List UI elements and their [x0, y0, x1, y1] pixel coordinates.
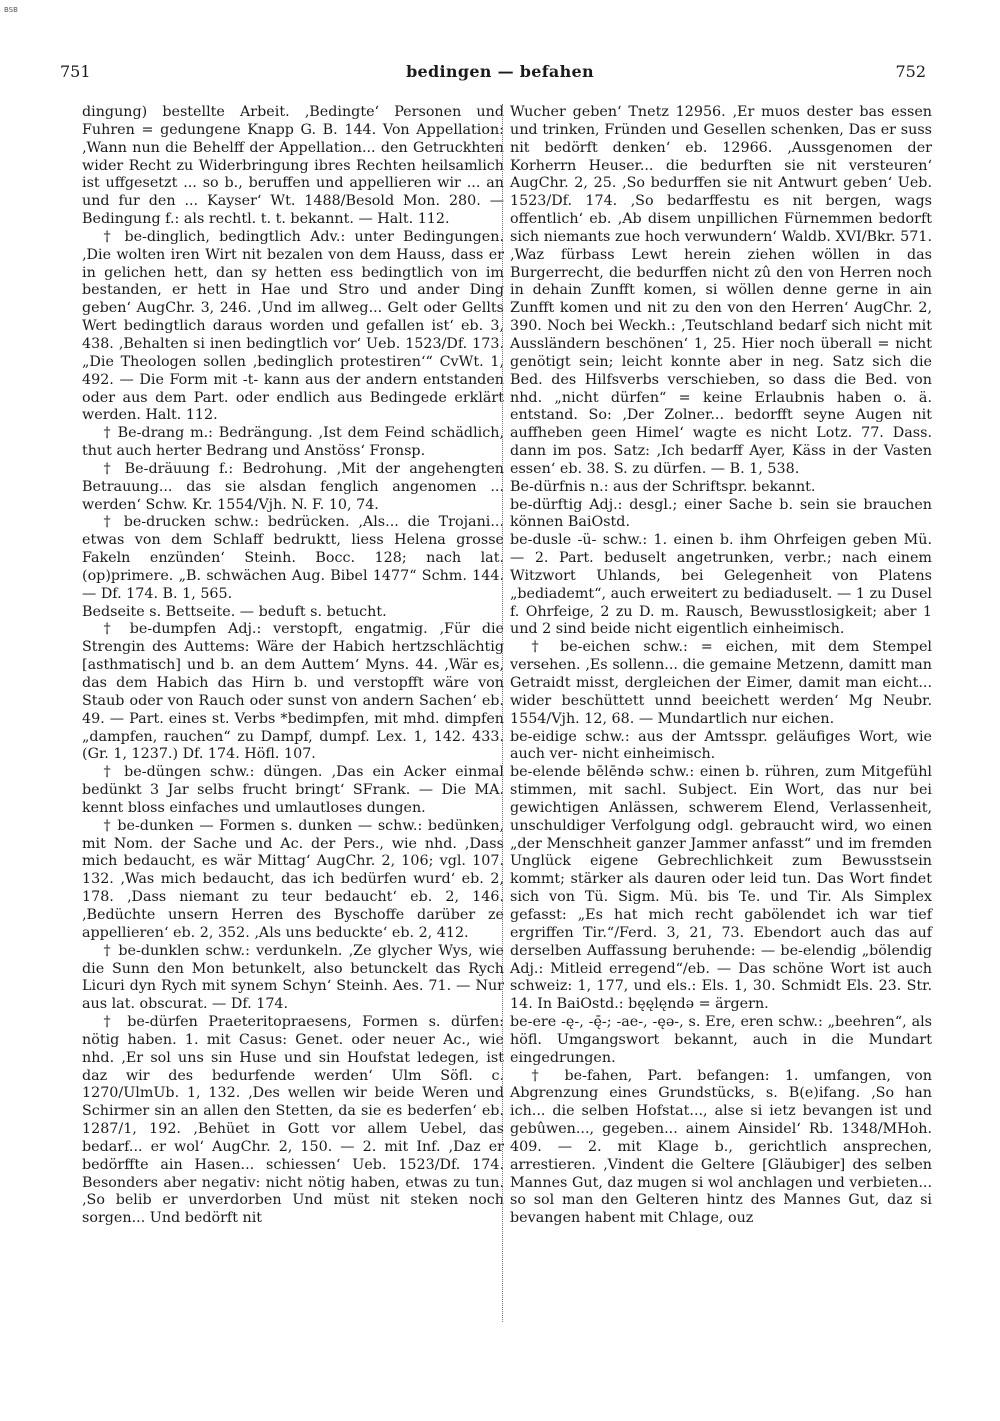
entry-paragraph: † be-drucken schw.: bedrücken. ‚Als... die Trojani... etwas von dem Schlaff bedruktt, liess Helena grosse Fakeln enzünden‘ Steinh. Bocc. 128; nach lat. (op)primere. „B. schwächen Aug. Bibel 1477“ Schm. 144. — Df. 174. B. 1, 565. — [82, 514, 504, 602]
entry-paragraph: be-dürftig Adj.: desgl.; einer Sache b. sein sie brauchen können BaiOstd. — [510, 496, 932, 531]
entry-paragraph: † be-dunklen schw.: verdunkeln. ‚Ze glycher Wys, wie die Sunn den Mon betunkelt, also betunckelt das Rych Licuri dyn Rych mit synem Schyn‘ Steinh. Aes. 71. — Nur aus lat. obscurat. — Df. 174. — [82, 942, 504, 1013]
entry-paragraph: † be-fahen, Part. befangen: 1. umfangen, von Abgrenzung eines Grundstücks, s. B(e)ifang. ‚So han ich... die selben Hofstat..., alse si ietz bevangen ist und gebûwen..., gegeben... ainem Ainsidel‘ Rb. 1348/MHoh. 409. — 2. mit Klage b., gerichtlich ansprechen, arrestieren. ‚Vindent die Geltere [Gläubiger] des selben Mannes Gut, daz mugen si wol anchlagen und verbieten... so sol man den Gelteren hintz des Mannes Gut, daz si bevangen habent mit Chlage, ouz — [510, 1067, 932, 1227]
entry-paragraph: be-elende bēlēndə schw.: einen b. rühren, zum Mitgefühl stimmen, mit sachl. Subject. Ein Wort, das nur bei gewichtigen Anlässen, schwerem Elend, Verlassenheit, unschuldiger Verfolgung odgl. gebraucht wird, wo einen „der Menschheit ganzer Jammer anfasst“ und im fremden Unglück eigene Gebrechlichkeit zum Bewusstsein kommt; stärker als dauren oder leid tun. Das Wort findet sich von Tü. Sigm. Mü. bis Te. und Tir. Als Simplex gefasst: „Es hat mich recht gabölendet ich war tief ergriffen Tir.“/Ferd. 3, 21, 73. Ebendort auch das auf derselben Auffassung beruhende: — be-elendig „bölendig Adj.: Mitleid erregend“/eb. — Das schöne Wort ist auch schweiz: 1, 177, und els.: Els. 1, 30. Schmidt Els. 23. Str. 14. In BaiOstd.: bęęlęndə = ärgern. — [510, 764, 932, 1013]
entry-paragraph: Wucher geben‘ Tnetz 12956. ‚Er muos dester bas essen und trinken, Fründen und Gesellen schenken, Das er suss nit bedörft denken‘ eb. 12966. ‚Aussgenomen der Korherrn Heuser... die bedurften sie nit versteuren‘ AugChr. 2, 25. ‚So bedurffen sie nit Antwurt geben‘ Ueb. 1523/Df. 174. ‚So bedarffestu es nit bergen, wags offentlich‘ eb. ‚Ab disem unpillichen Fürnemmen bedorft sich niemants zue hoch verwundern‘ Waldb. XVI/Bkr. 571. ‚Waz fürbass Lewt herein ziehen wöllen in das Burgerrecht, die bedurffen nicht zû den von Herren noch in dehain Zunfft komen, si wöllen denne gerne in ain Zunfft komen und nit zu den von den Herren‘ AugChr. 2, 390. Noch bei Weckh.: ‚Teutschland bedarf sich nicht mit Aussländern beschönen‘ 1, 25. Hier noch überall = nicht genötigt sein; leicht konnte aber in neg. Satz sich die Bed. des Hilfsverbs verschieben, so dass die Bed. von nhd. „nicht dürfen“ = keine Erlaubnis haben o. ä. entstand. So: ‚Der Zolner... bedorfft seyne Augen nit auffheben geen Himel‘ wagte es nicht Lotz. 77. Dass. dann im pos. Satz: ‚Ich bedarff Ayer, Käss in der Vasten essen‘ eb. 38. S. zu dürfen. — B. 1, 538. — [510, 104, 932, 477]
entry-paragraph: dingung) bestellte Arbeit. ‚Bedingte‘ Personen und Fuhren = gedungene Knapp G. B. 144. Von Appellation: ‚Wann nun die Behelff der Appellation... den Getruckhten wider Recht zu Widerbringung ibres Rechten heilsamlich ist uffgesetzt ... so b., beruffen und appellieren wir ... an und fur den ... Kayser‘ Wt. 1488/Besold Mon. 280. — Bedingung f.: als rechtl. t. t. bekannt. — Halt. 112. — [82, 104, 504, 228]
entry-paragraph: † be-eichen schw.: = eichen, mit dem Stempel versehen. ‚Es sollenn... die gemaine Metzenn, damitt man Getraidt misst, dergleichen der Eimer, damit man eicht... wider beschüttett unnd beeichett werden‘ Mg Neubr. 1554/Vjh. 12, 68. — Mundartlich nur eichen. — [510, 639, 932, 727]
entry-paragraph: be-dusle -ü- schw.: 1. einen b. ihm Ohrfeigen geben Mü. — 2. Part. beduselt angetrunken, verbr.; nach einem Witzwort Uhlands, bei Gelegenheit von Platens „bediademt“, auch erweitert zu bediaduselt. — 1 zu Dusel f. Ohrfeige, 2 zu D. m. Rausch, Bewusstlosigkeit; aber 1 und 2 sind beide nicht eigentlich einheimisch. — [510, 532, 932, 638]
entry-paragraph: Bedseite s. Bettseite. — beduft s. betucht. — [82, 603, 387, 620]
entry-paragraph: † be-düngen schw.: düngen. ‚Das ein Acker einmal bedünkt 3 Jar selbs frucht bringt‘ SFrank. — Die MA. kennt bloss einfaches und umlautloses dungen. — [82, 764, 504, 816]
entry-paragraph: † be-dürfen Praeteritopraesens, Formen s. dürfen: nötig haben. 1. mit Casus: Genet. oder neuer Ac., wie nhd. ‚Er sol uns sin Huse und sin Houfstat ledegen, ist daz wir des bedurfende werden‘ Ulm Söfl. c. 1270/UlmUb. 1, 132. ‚Des wellen wir beide Weren und Schirmer sin an allen den Stetten, da sie es bederfen‘ eb. 1287/1, 192. ‚Behüet in Gott vor allem Uebel, das bedarf... er wol‘ AugChr. 2, 150. — 2. mit Inf. ‚Daz er bedörffte ain Hasen... schiessen‘ Ueb. 1523/Df. 174. Besonders aber negativ: nicht nötig haben, etwas zu tun. ‚So belib er unverdorben Und müst nit steken noch sorgen... Und bedörft nit — [82, 1014, 504, 1227]
page-number-right: 752 — [895, 62, 926, 81]
column-divider — [502, 104, 503, 1322]
page-number-left: 751 — [60, 62, 91, 81]
entry-paragraph: † Be-dräuung f.: Bedrohung. ‚Mit der angehengten Betrauung... das sie alsdan fenglich angenomen ... werden‘ Schw. Kr. 1554/Vjh. N. F. 10, 74. — [82, 460, 504, 513]
entry-paragraph: be-ere -ę-, -ę̄-; -ae-, -ęə-, s. Ere, eren schw.: „beehren“, als höfl. Umgangswort bekannt, auch in die Mundart eingedrungen. — [510, 1014, 932, 1066]
library-mark: BSB — [4, 6, 18, 14]
entry-paragraph: † Be-drang m.: Bedrängung. ‚Ist dem Feind schädlich, thut auch herter Bedrang und Anstöss‘ Fronsp. — [82, 425, 504, 460]
entry-paragraph: † be-dinglich, bedingtlich Adv.: unter Bedingungen. ‚Die wolten iren Wirt nit bezalen von dem Hauss, dass er in gelichen hett, dan sy hetten ess bedingtlich von im bestanden, er hett in Hae und Stro und ander Ding geben‘ AugChr. 3, 246. ‚Und im allweg... Gelt oder Gellts Wert bedingtlich daraus worden und gefallen ist‘ eb. 3, 438. ‚Behalten si inen bedingtlich vor‘ Ueb. 1523/Df. 173. „Die Theologen sollen ‚bedinglich protestiren‘“ CvWt. 1, 492. — Die Form mit -t- kann aus der andern entstanden oder aus dem Part. oder endlich aus Bedingede erklärt werden. Halt. 112. — [82, 228, 504, 424]
entry-paragraph: Be-dürfnis n.: aus der Schriftspr. bekannt. — [510, 478, 816, 495]
right-column — [510, 104, 932, 1228]
running-head: bedingen — befahen — [406, 62, 594, 81]
entry-paragraph: † be-dunken — Formen s. dunken — schw.: bedünken, mit Nom. der Sache und Ac. der Pers., wie nhd. ‚Dass mich bedaucht, es wär Mittag‘ AugChr. 2, 106; vgl. 107. 132. ‚Was mich bedaucht, das ich bedürfen wurd‘ eb. 2, 178. ‚Dass niemant zu teur bedaucht‘ eb. 2, 146. ‚Bedüchte unsern Herren des Byschoffe darüber ze appellieren‘ eb. 2, 352. ‚Als uns beduckte‘ eb. 2, 412. — [82, 817, 504, 941]
left-column — [82, 104, 504, 1228]
entry-paragraph: † be-dumpfen Adj.: verstopft, engatmig. ‚Für die Strengin des Auttems: Wäre der Habich hertzschlächtig [asthmatisch] und b. an dem Auttem‘ Myns. 44. ‚Wär es, das dem Habich das Hirn b. und verstopfft wäre von Staub oder von Rauch oder sunst von andern Sachen‘ eb. 49. — Part. eines st. Verbs *bedimpfen, mit mhd. dimpfen „dampfen, rauchen“ zu Dampf, dumpf. Lex. 1, 142. 433. (Gr. 1, 1237.) Df. 174. Höfl. 107. — [82, 621, 504, 763]
entry-paragraph: be-eidige schw.: aus der Amtsspr. geläufiges Wort, wie auch ver- nicht einheimisch. — [510, 728, 932, 763]
